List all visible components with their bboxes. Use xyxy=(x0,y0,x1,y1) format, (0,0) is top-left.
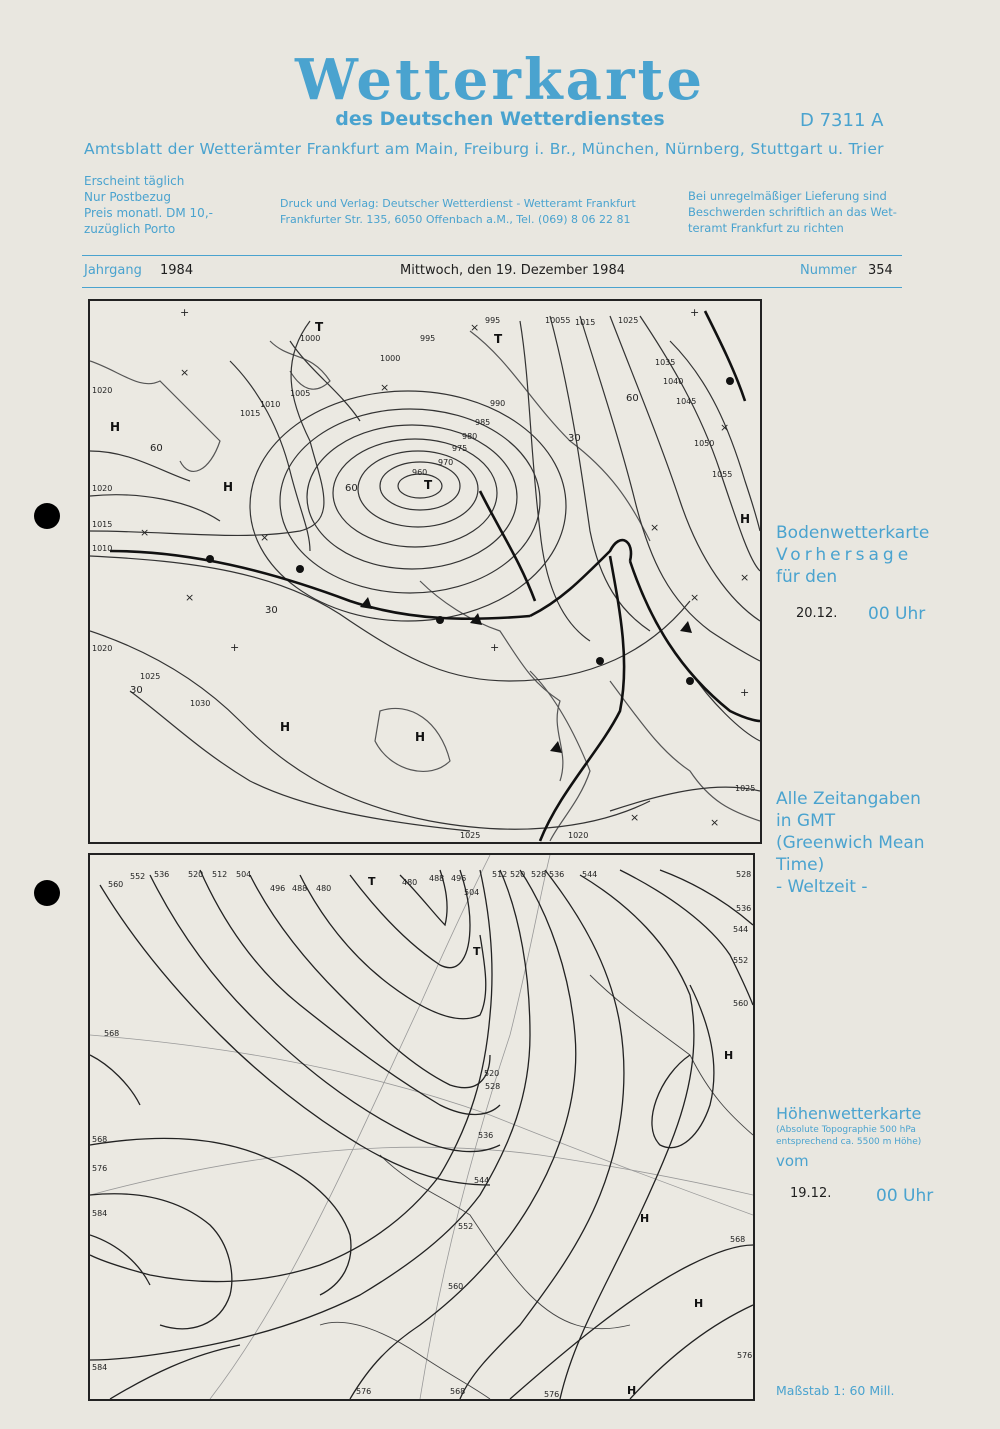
svg-text:568: 568 xyxy=(92,1135,108,1144)
svg-text:970: 970 xyxy=(438,458,454,467)
svg-text:+: + xyxy=(180,306,190,319)
upper-air-map xyxy=(88,853,755,1401)
svg-text:544: 544 xyxy=(474,1176,490,1185)
svg-text:+: + xyxy=(740,686,750,699)
svg-text:×: × xyxy=(260,531,270,544)
svg-text:536: 536 xyxy=(478,1131,494,1140)
svg-text:T: T xyxy=(473,945,481,958)
svg-text:1020: 1020 xyxy=(568,831,589,840)
svg-text:552: 552 xyxy=(733,956,749,965)
svg-text:520: 520 xyxy=(188,870,204,879)
svg-text:528: 528 xyxy=(736,870,752,879)
svg-text:H: H xyxy=(640,1212,650,1225)
svg-text:1015: 1015 xyxy=(240,409,261,418)
svg-text:×: × xyxy=(380,381,390,394)
svg-text:536: 536 xyxy=(736,904,752,913)
svg-text:30: 30 xyxy=(130,685,143,696)
svg-text:H: H xyxy=(415,730,426,744)
svg-text:1025: 1025 xyxy=(735,784,756,793)
svg-text:1015: 1015 xyxy=(575,318,596,327)
surface-map-time: 00 Uhr xyxy=(868,604,926,624)
svg-text:1020: 1020 xyxy=(92,386,113,395)
svg-text:520: 520 xyxy=(484,1069,500,1078)
svg-text:1020: 1020 xyxy=(92,484,113,493)
svg-text:1025: 1025 xyxy=(618,316,639,325)
svg-text:1025: 1025 xyxy=(460,831,481,840)
svg-text:H: H xyxy=(280,720,291,734)
punch-hole-top xyxy=(34,503,60,529)
svg-text:1040: 1040 xyxy=(663,377,684,386)
jahrgang-value: 1984 xyxy=(160,263,194,278)
svg-text:480: 480 xyxy=(316,884,332,893)
svg-text:1045: 1045 xyxy=(676,397,697,406)
surface-map-date: 20.12. xyxy=(796,606,838,621)
punch-hole-bottom xyxy=(34,880,60,906)
svg-text:H: H xyxy=(740,512,751,526)
gmt-note: Alle Zeitangaben in GMT (Greenwich Mean Time) - Weltzeit - xyxy=(776,789,925,897)
jahrgang-label: Jahrgang xyxy=(84,263,142,278)
masthead-subtitle: des Deutschen Wetterdienstes xyxy=(335,108,665,130)
svg-text:536: 536 xyxy=(154,870,170,879)
svg-text:1015: 1015 xyxy=(92,520,113,529)
nummer-value: 354 xyxy=(868,263,893,278)
svg-text:T: T xyxy=(494,332,503,346)
svg-text:×: × xyxy=(180,366,190,379)
svg-text:×: × xyxy=(720,421,730,434)
svg-text:980: 980 xyxy=(462,432,478,441)
svg-text:×: × xyxy=(470,321,480,334)
svg-text:528: 528 xyxy=(531,870,547,879)
complaints-info: Bei unregelmäßiger Lieferung sind Beschwerden schriftlich an das Wet- teramt Frankfurt zu richten xyxy=(688,189,897,235)
svg-text:528: 528 xyxy=(485,1082,501,1091)
upper-map-time: 00 Uhr xyxy=(876,1186,934,1206)
svg-text:60: 60 xyxy=(345,483,358,494)
svg-text:×: × xyxy=(740,571,750,584)
surface-map-caption xyxy=(776,522,929,588)
svg-text:504: 504 xyxy=(464,888,480,897)
svg-text:960: 960 xyxy=(412,468,428,477)
svg-text:560: 560 xyxy=(108,880,124,889)
svg-text:990: 990 xyxy=(490,399,506,408)
publisher-info: Druck und Verlag: Deutscher Wetterdienst - Wetteramt Frankfurt Frankfurter Str. 135, 6050 Offenbach a.M., Tel. (069) 8 06 22 81 xyxy=(280,197,636,226)
subscription-info: Erscheint täglich Nur Postbezug Preis monatl. DM 10,- zuzüglich Porto xyxy=(84,174,213,236)
svg-text:520: 520 xyxy=(510,870,526,879)
svg-text:30: 30 xyxy=(568,433,581,444)
svg-text:1010: 1010 xyxy=(92,544,113,553)
svg-text:H: H xyxy=(694,1297,704,1310)
svg-text:×: × xyxy=(630,811,640,824)
svg-text:584: 584 xyxy=(92,1209,108,1218)
svg-text:T: T xyxy=(424,478,433,492)
svg-text:496: 496 xyxy=(451,874,467,883)
svg-text:1055: 1055 xyxy=(712,470,733,479)
svg-text:10055: 10055 xyxy=(545,316,571,325)
upper-map-drawing xyxy=(90,855,753,1399)
svg-text:+: + xyxy=(490,641,500,654)
surface-map-title: Bodenwetterkarte xyxy=(776,523,930,543)
surface-weather-map xyxy=(88,299,762,844)
svg-text:576: 576 xyxy=(92,1164,108,1173)
svg-text:1005: 1005 xyxy=(290,389,311,398)
svg-text:+: + xyxy=(690,306,700,319)
svg-text:985: 985 xyxy=(475,418,491,427)
svg-text:512: 512 xyxy=(492,870,508,879)
svg-text:1030: 1030 xyxy=(190,699,211,708)
svg-text:536: 536 xyxy=(549,870,565,879)
svg-text:30: 30 xyxy=(265,605,278,616)
svg-text:504: 504 xyxy=(236,870,252,879)
svg-text:560: 560 xyxy=(733,999,749,1008)
nummer-label: Nummer xyxy=(800,263,857,278)
svg-text:576: 576 xyxy=(737,1351,753,1360)
svg-text:1035: 1035 xyxy=(655,358,676,367)
svg-text:568: 568 xyxy=(450,1387,466,1396)
svg-text:+: + xyxy=(230,641,240,654)
svg-text:496: 496 xyxy=(270,884,286,893)
svg-text:H: H xyxy=(724,1049,734,1062)
svg-text:T: T xyxy=(315,320,324,334)
surface-map-for: für den xyxy=(776,567,838,587)
svg-text:544: 544 xyxy=(733,925,749,934)
svg-text:H: H xyxy=(110,420,121,434)
svg-text:×: × xyxy=(140,526,150,539)
header-rule-bottom xyxy=(82,287,902,288)
svg-text:576: 576 xyxy=(544,1390,560,1399)
surface-map-forecast: Vorhersage xyxy=(776,545,913,565)
svg-text:560: 560 xyxy=(448,1282,464,1291)
svg-text:1000: 1000 xyxy=(380,354,401,363)
header-rule-top xyxy=(82,255,902,256)
svg-text:512: 512 xyxy=(212,870,228,879)
svg-text:1050: 1050 xyxy=(694,439,715,448)
surface-map-drawing xyxy=(90,301,760,842)
upper-map-vom: vom xyxy=(776,1152,809,1170)
svg-text:544: 544 xyxy=(582,870,598,879)
svg-text:×: × xyxy=(710,816,720,829)
svg-text:576: 576 xyxy=(356,1387,372,1396)
svg-text:1020: 1020 xyxy=(92,644,113,653)
svg-text:995: 995 xyxy=(420,334,436,343)
svg-text:480: 480 xyxy=(402,878,418,887)
svg-text:568: 568 xyxy=(730,1235,746,1244)
svg-text:T: T xyxy=(368,875,376,888)
svg-text:552: 552 xyxy=(458,1222,474,1231)
upper-map-date: 19.12. xyxy=(790,1186,832,1201)
svg-text:995: 995 xyxy=(485,316,501,325)
svg-text:552: 552 xyxy=(130,872,146,881)
masthead-title: Wetterkarte xyxy=(295,47,705,113)
document-id: D 7311 A xyxy=(800,110,884,131)
upper-map-note: (Absolute Topographie 500 hPa entsprechend ca. 5500 m Höhe) xyxy=(776,1125,922,1147)
issuing-offices: Amtsblatt der Wetterämter Frankfurt am Main, Freiburg i. Br., München, Nürnberg, Stuttgart u. Trier xyxy=(84,140,884,158)
upper-map-title: Höhenwetterkarte xyxy=(776,1104,922,1123)
map-scale: Maßstab 1: 60 Mill. xyxy=(776,1383,895,1398)
svg-text:×: × xyxy=(650,521,660,534)
svg-text:H: H xyxy=(627,1384,637,1397)
issue-date: Mittwoch, den 19. Dezember 1984 xyxy=(400,263,625,278)
svg-text:×: × xyxy=(690,591,700,604)
svg-text:×: × xyxy=(185,591,195,604)
svg-text:1010: 1010 xyxy=(260,400,281,409)
svg-text:1025: 1025 xyxy=(140,672,161,681)
svg-text:584: 584 xyxy=(92,1363,108,1372)
svg-text:975: 975 xyxy=(452,444,468,453)
svg-text:60: 60 xyxy=(626,393,639,404)
svg-text:1000: 1000 xyxy=(300,334,321,343)
svg-text:488: 488 xyxy=(429,874,445,883)
svg-text:60: 60 xyxy=(150,443,163,454)
svg-text:H: H xyxy=(223,480,234,494)
svg-text:488: 488 xyxy=(292,884,308,893)
svg-text:568: 568 xyxy=(104,1029,120,1038)
